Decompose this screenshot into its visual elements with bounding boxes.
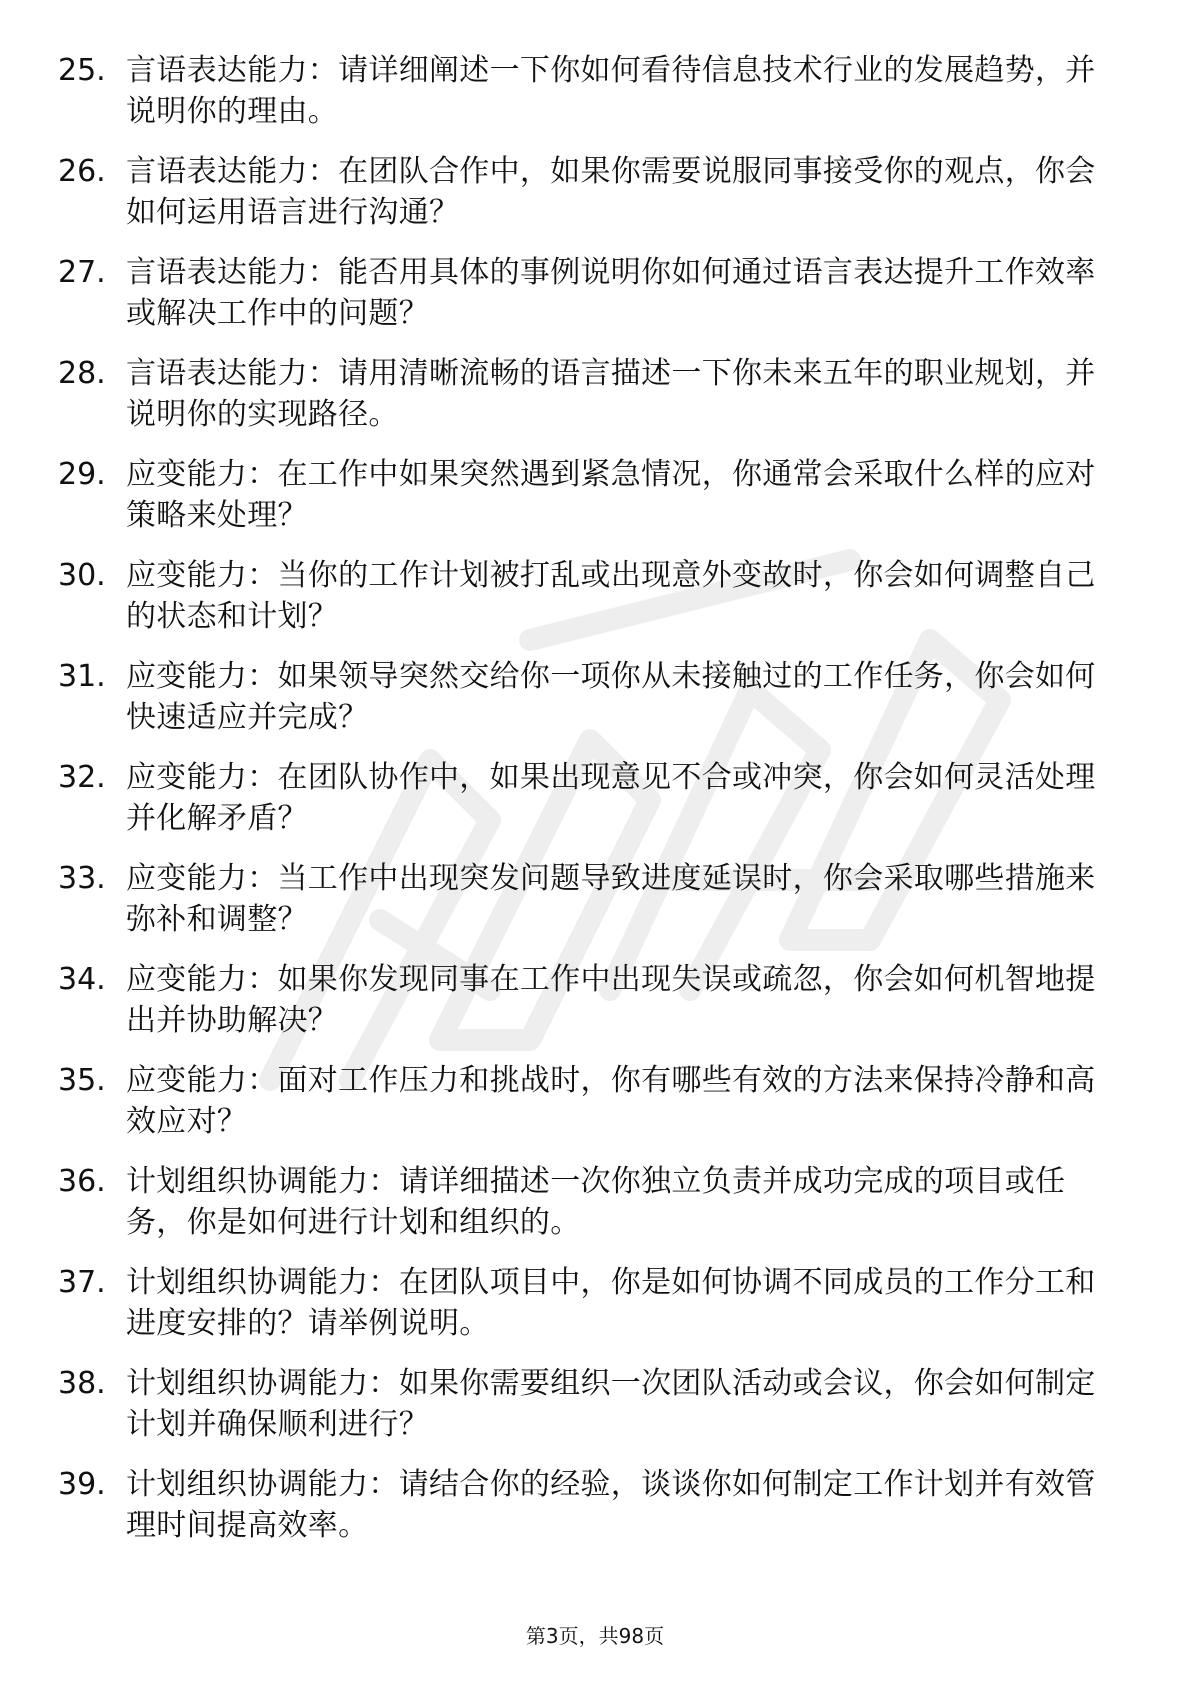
question-text: 应变能力：面对工作压力和挑战时，你有哪些有效的方法来保持冷静和高效应对？ [126,1063,1096,1139]
question-text: 言语表达能力：能否用具体的事例说明你如何通过语言表达提升工作效率或解决工作中的问题？ [126,255,1096,331]
question-text: 计划组织协调能力：请详细描述一次你独立负责并成功完成的项目或任务，你是如何进行计划和组织的。 [126,1164,1066,1240]
question-item [58,252,1118,334]
page-footer: 第3页，共98页 [525,1624,665,1648]
question-text: 言语表达能力：请详细阐述一下你如何看待信息技术行业的发展趋势，并说明你的理由。 [126,53,1096,129]
question-text: 应变能力：在工作中如果突然遇到紧急情况，你通常会采取什么样的应对策略来处理？ [126,457,1096,533]
question-text: 言语表达能力：请用清晰流畅的语言描述一下你未来五年的职业规划，并说明你的实现路径。 [126,356,1096,432]
question-number: 25. [58,53,106,88]
question-text: 应变能力：如果你发现同事在工作中出现失误或疏忽，你会如何机智地提出并协助解决？ [126,962,1096,1038]
question-item [58,555,1118,637]
question-number: 33. [58,861,106,896]
question-text: 应变能力：如果领导突然交给你一项你从未接触过的工作任务，你会如何快速适应并完成？ [126,659,1096,735]
question-number: 26. [58,154,106,189]
question-item [58,959,1118,1041]
question-number: 27. [58,255,106,290]
question-number: 35. [58,1063,106,1098]
question-item [58,454,1118,536]
question-item [58,1161,1118,1243]
question-text: 言语表达能力：在团队合作中，如果你需要说服同事接受你的观点，你会如何运用语言进行沟通？ [126,154,1096,230]
question-text: 应变能力：当工作中出现突发问题导致进度延误时，你会采取哪些措施来弥补和调整？ [126,861,1096,937]
question-item [58,1464,1118,1546]
question-item [58,1262,1118,1344]
question-number: 31. [58,659,106,694]
question-text: 计划组织协调能力：请结合你的经验，谈谈你如何制定工作计划并有效管理时间提高效率。 [126,1467,1096,1543]
question-item [58,656,1118,738]
question-number: 32. [58,760,106,795]
question-text: 计划组织协调能力：在团队项目中，你是如何协调不同成员的工作分工和进度安排的？请举例说明。 [126,1265,1096,1341]
question-item [58,1060,1118,1142]
question-item [58,50,1118,132]
question-item [58,858,1118,940]
question-number: 28. [58,356,106,391]
question-number: 37. [58,1265,106,1300]
question-item [58,353,1118,435]
question-item [58,1363,1118,1445]
question-list [58,50,1118,1565]
question-number: 38. [58,1366,106,1401]
question-text: 计划组织协调能力：如果你需要组织一次团队活动或会议，你会如何制定计划并确保顺利进行？ [126,1366,1096,1442]
question-item [58,757,1118,839]
question-number: 34. [58,962,106,997]
question-number: 29. [58,457,106,492]
question-item [58,151,1118,233]
question-number: 30. [58,558,106,593]
question-number: 39. [58,1467,106,1502]
question-text: 应变能力：当你的工作计划被打乱或出现意外变故时，你会如何调整自己的状态和计划？ [126,558,1096,634]
question-text: 应变能力：在团队协作中，如果出现意见不合或冲突，你会如何灵活处理并化解矛盾？ [126,760,1096,836]
question-number: 36. [58,1164,106,1199]
